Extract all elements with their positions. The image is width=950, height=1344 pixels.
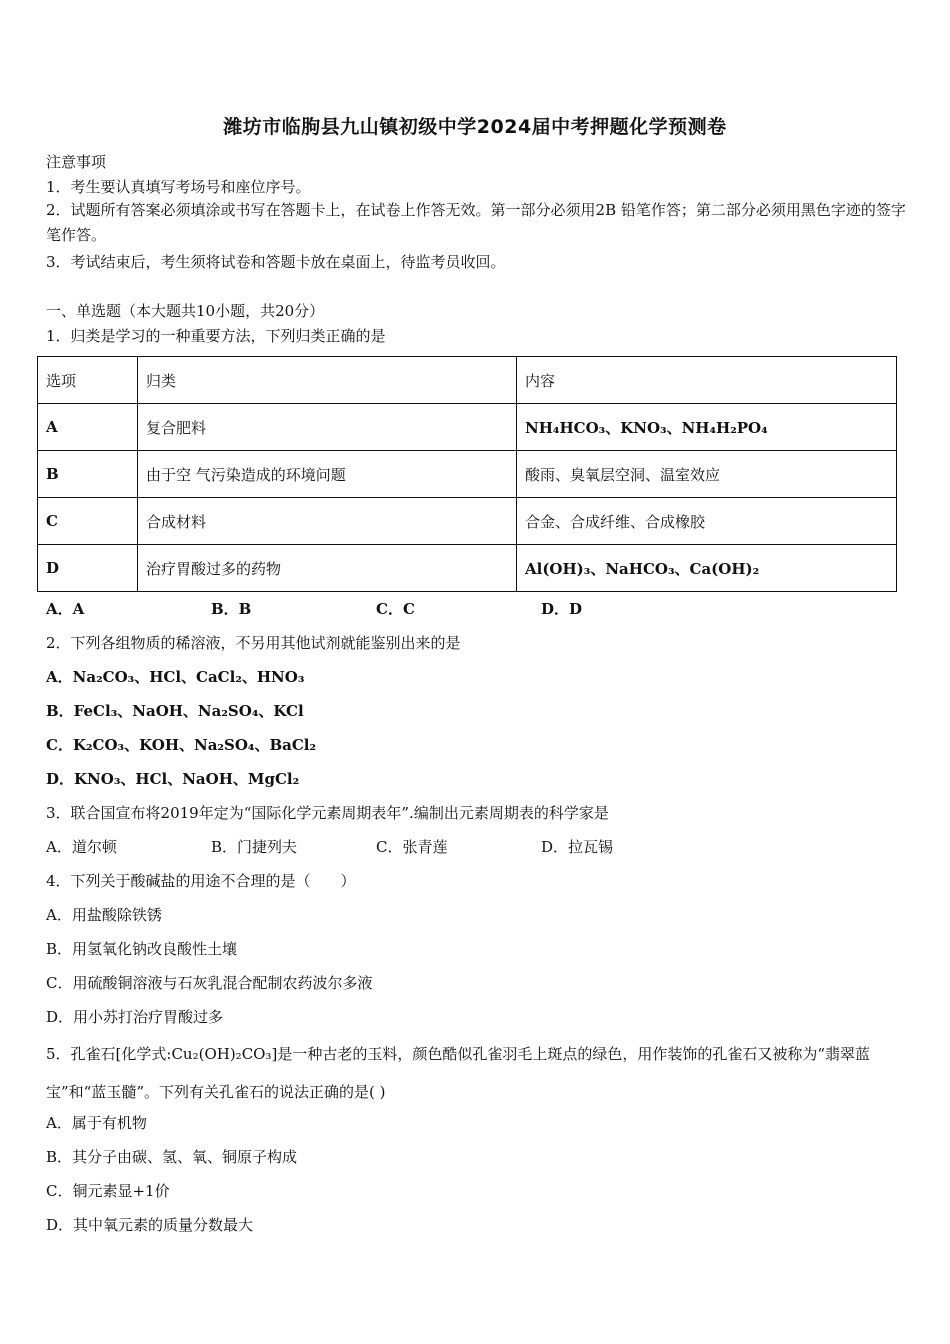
- question-4-stem: 4．下列关于酸碱盐的用途不合理的是（ ）: [46, 872, 356, 890]
- notice-item-3: 3．考试结束后，考生须将试卷和答题卡放在桌面上，待监考员收回。: [46, 253, 506, 271]
- question-1-stem: 1．归类是学习的一种重要方法，下列归类正确的是: [46, 327, 386, 345]
- question-4-option-c: C．用硫酸铜溶液与石灰乳混合配制农药波尔多液: [46, 974, 373, 992]
- table-cell: Al(OH)₃、NaHCO₃、Ca(OH)₂: [517, 545, 897, 592]
- question-1-table: [37, 356, 897, 592]
- table-header-row: [38, 357, 897, 404]
- section-heading: 一、单选题（本大题共10小题，共20分）: [46, 302, 325, 320]
- question-2-option-d: D．KNO₃、HCl、NaOH、MgCl₂: [46, 770, 300, 788]
- question-3-options: [46, 837, 613, 857]
- question-1-options: [46, 599, 582, 619]
- notice-item-1: 1．考生要认真填写考场号和座位序号。: [46, 178, 311, 196]
- table-header-cell: 选项: [38, 357, 138, 404]
- table-header-cell: 归类: [138, 357, 517, 404]
- option-d: D．拉瓦锡: [541, 838, 614, 856]
- table-cell: 复合肥料: [138, 404, 517, 451]
- page-title: 潍坊市临朐县九山镇初级中学2024届中考押题化学预测卷: [223, 116, 727, 138]
- option-c: C．张青莲: [376, 838, 448, 856]
- table-cell: 酸雨、臭氧层空洞、温室效应: [517, 451, 897, 498]
- option-b: B．B: [211, 600, 252, 618]
- question-3-stem: 3．联合国宣布将2019年定为“国际化学元素周期表年”.编制出元素周期表的科学家是: [46, 804, 609, 822]
- question-5-stem: 5．孔雀石[化学式:Cu₂(OH)₂CO₃]是一种古老的玉料，颜色酷似孔雀羽毛上斑点的绿色，用作装饰的孔雀石又被称为“翡翠蓝宝”和“蓝玉髓”。下列有关孔雀石的说法正确的是( ): [46, 1045, 871, 1101]
- question-5-option-d: D．其中氧元素的质量分数最大: [46, 1216, 254, 1234]
- table-row: [38, 498, 897, 545]
- question-5-option-c: C．铜元素显+1价: [46, 1182, 170, 1200]
- question-5-option-b: B．其分子由碳、氢、氧、铜原子构成: [46, 1148, 298, 1166]
- table-row: [38, 545, 897, 592]
- question-5-option-a: A．属于有机物: [46, 1114, 147, 1132]
- question-4-option-d: D．用小苏打治疗胃酸过多: [46, 1008, 224, 1026]
- notice-heading: 注意事项: [46, 153, 107, 171]
- option-d: D．D: [541, 600, 583, 618]
- table-cell: 治疗胃酸过多的药物: [138, 545, 517, 592]
- option-a: A．A: [46, 600, 85, 618]
- table-row: [38, 404, 897, 451]
- option-a: A．道尔顿: [46, 838, 117, 856]
- table-cell: 由于空 气污染造成的环境问题: [138, 451, 517, 498]
- question-2-option-a: A．Na₂CO₃、HCl、CaCl₂、HNO₃: [46, 668, 305, 686]
- question-2-stem: 2．下列各组物质的稀溶液，不另用其他试剂就能鉴别出来的是: [46, 634, 461, 652]
- question-2-option-b: B．FeCl₃、NaOH、Na₂SO₄、KCl: [46, 702, 304, 720]
- question-4-option-b: B．用氢氧化钠改良酸性土壤: [46, 940, 238, 958]
- table-header-cell: 内容: [517, 357, 897, 404]
- notice-item-2: 2．试题所有答案必须填涂或书写在答题卡上，在试卷上作答无效。第一部分必须用2B 铅笔作答；第二部分必须用黑色字迹的签字笔作答。: [46, 201, 906, 244]
- table-cell: A: [38, 404, 138, 451]
- option-b: B．门捷列夫: [211, 838, 298, 856]
- table-cell: 合成材料: [138, 498, 517, 545]
- question-2-option-c: C．K₂CO₃、KOH、Na₂SO₄、BaCl₂: [46, 736, 317, 754]
- option-c: C．C: [376, 600, 415, 618]
- table-cell: NH₄HCO₃、KNO₃、NH₄H₂PO₄: [517, 404, 897, 451]
- question-4-option-a: A．用盐酸除铁锈: [46, 906, 162, 924]
- table-cell: B: [38, 451, 138, 498]
- table-cell: C: [38, 498, 138, 545]
- table-cell: 合金、合成纤维、合成橡胶: [517, 498, 897, 545]
- table-row: [38, 451, 897, 498]
- table-cell: D: [38, 545, 138, 592]
